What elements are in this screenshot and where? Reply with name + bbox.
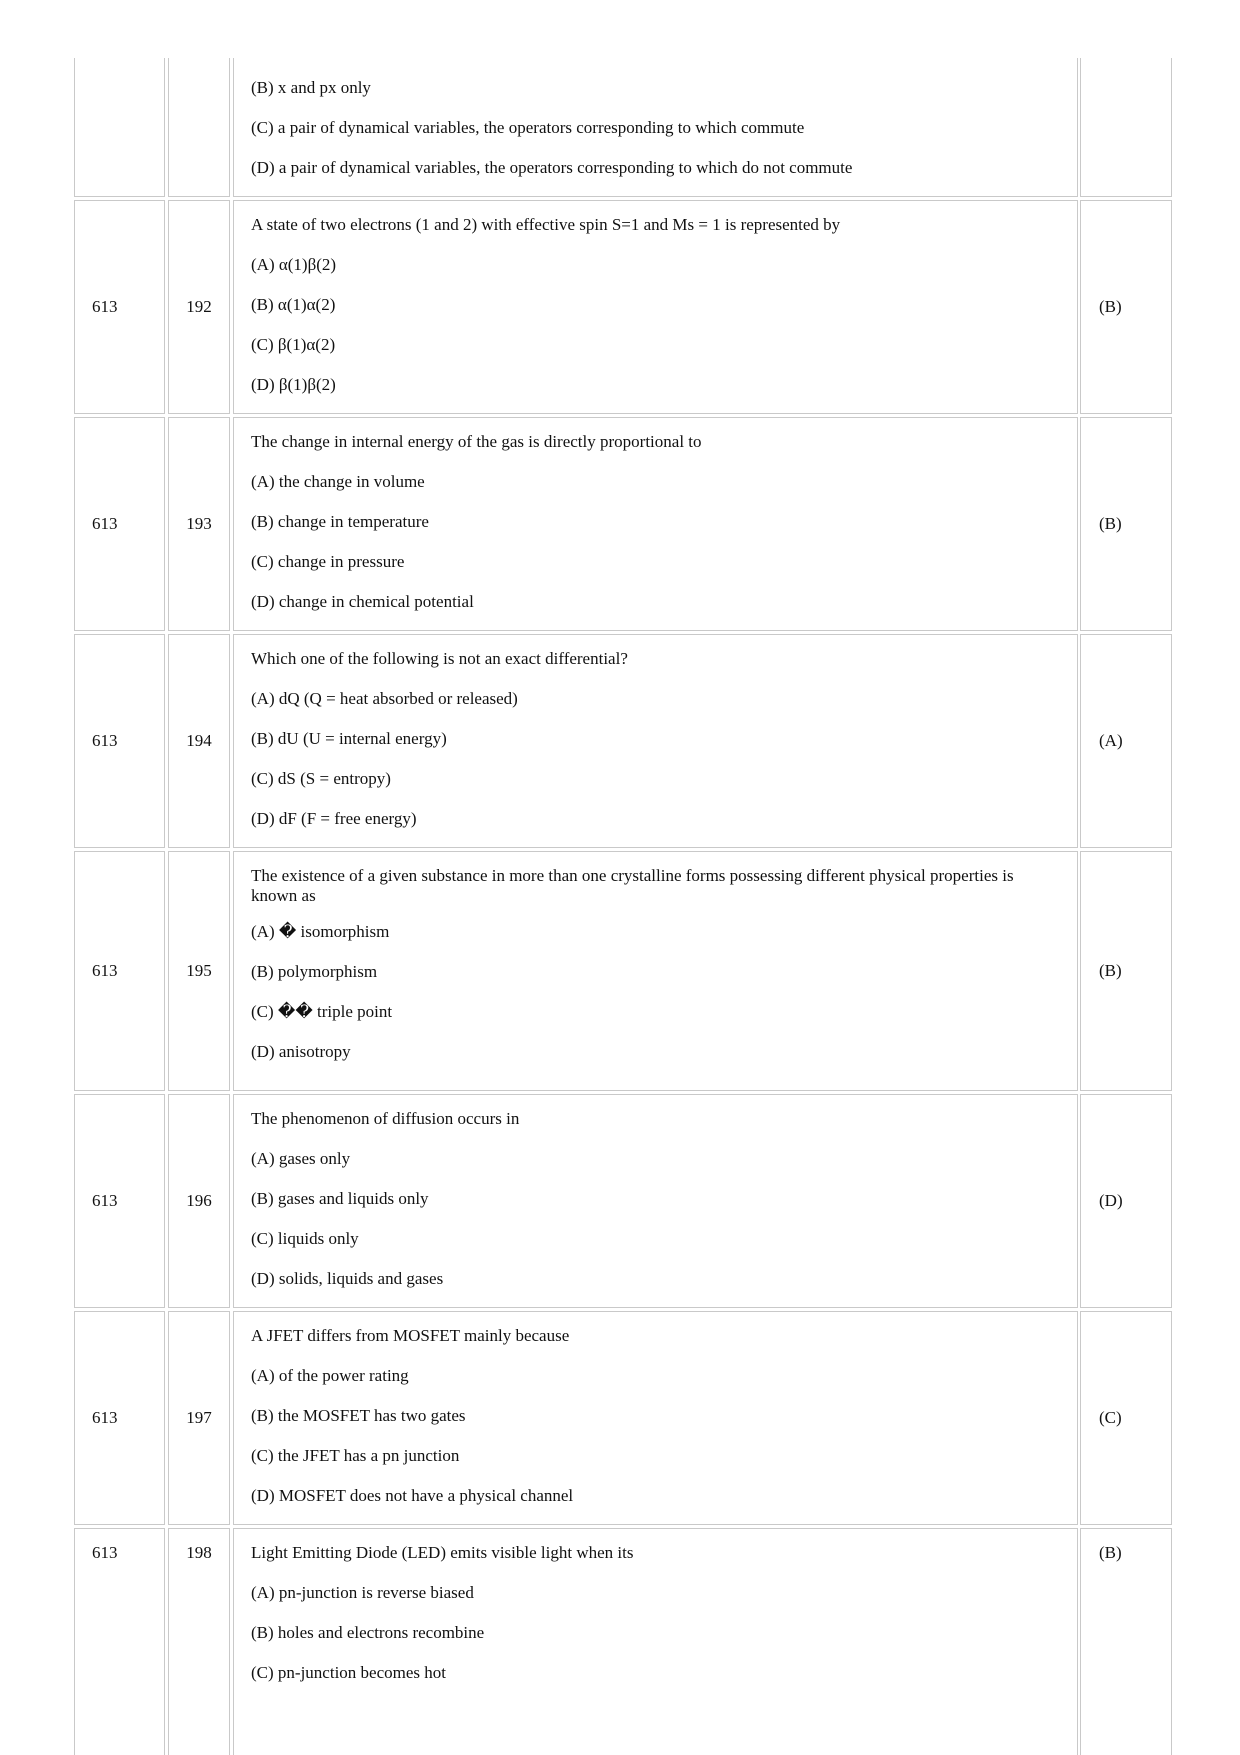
option-a: (A) of the power rating bbox=[251, 1366, 409, 1385]
table-row bbox=[74, 851, 1172, 1091]
option-b: (B) change in temperature bbox=[251, 512, 429, 531]
paper-code: 613 bbox=[92, 1191, 118, 1210]
option-d: (D) a pair of dynamical variables, the operators corresponding to which do not commute bbox=[251, 158, 853, 177]
option-c: (C) dS (S = entropy) bbox=[251, 769, 391, 788]
question-text: Which one of the following is not an exact differential? bbox=[251, 649, 628, 668]
answer: (B) bbox=[1099, 297, 1122, 316]
option-c: (C) a pair of dynamical variables, the operators corresponding to which commute bbox=[251, 118, 805, 137]
paper-code: 613 bbox=[92, 514, 118, 533]
option-a: (A) pn-junction is reverse biased bbox=[251, 1583, 474, 1602]
option-d: (D) solids, liquids and gases bbox=[251, 1269, 444, 1288]
answer: (D) bbox=[1099, 1191, 1123, 1210]
paper-code-cell bbox=[74, 1094, 165, 1308]
question-number: 196 bbox=[186, 1191, 212, 1210]
table-row bbox=[74, 417, 1172, 631]
question-cell bbox=[233, 1528, 1078, 1755]
question-number: 192 bbox=[186, 297, 212, 316]
question-number: 194 bbox=[186, 731, 212, 750]
question-number: 198 bbox=[186, 1543, 212, 1562]
paper-code-cell bbox=[74, 417, 165, 631]
question-number-cell bbox=[168, 1094, 230, 1308]
question-number: 193 bbox=[186, 514, 212, 533]
paper-code: 613 bbox=[92, 731, 118, 750]
option-d: (D) MOSFET does not have a physical channel bbox=[251, 1486, 574, 1505]
question-number: 197 bbox=[186, 1408, 212, 1427]
option-a: (A) gases only bbox=[251, 1149, 351, 1168]
question-number-cell bbox=[168, 1311, 230, 1525]
question-number-cell bbox=[168, 634, 230, 848]
question-number-cell bbox=[168, 417, 230, 631]
option-a: (A) � isomorphism bbox=[251, 922, 390, 941]
option-b: (B) x and px only bbox=[251, 78, 371, 97]
option-b: (B) dU (U = internal energy) bbox=[251, 729, 447, 748]
question-cell bbox=[233, 1094, 1078, 1308]
option-c: (C) change in pressure bbox=[251, 552, 405, 571]
question-cell bbox=[233, 58, 1078, 197]
option-c: (C) pn-junction becomes hot bbox=[251, 1663, 446, 1682]
table-row bbox=[74, 1311, 1172, 1525]
answer: (B) bbox=[1099, 961, 1122, 980]
option-d: (D) anisotropy bbox=[251, 1042, 351, 1061]
answer-cell bbox=[1080, 1528, 1172, 1755]
answer: (C) bbox=[1099, 1408, 1122, 1427]
option-c: (C) liquids only bbox=[251, 1229, 359, 1248]
question-cell bbox=[233, 634, 1078, 848]
paper-code: 613 bbox=[92, 1408, 118, 1427]
paper-code: 613 bbox=[92, 1543, 118, 1562]
table-row bbox=[74, 58, 1172, 197]
answer-cell bbox=[1080, 1094, 1172, 1308]
paper-code: 613 bbox=[92, 297, 118, 316]
option-a: (A) dQ (Q = heat absorbed or released) bbox=[251, 689, 518, 708]
answer: (B) bbox=[1099, 1543, 1122, 1562]
table-row bbox=[74, 200, 1172, 414]
question-number-cell bbox=[168, 200, 230, 414]
question-text: The existence of a given substance in more than one crystalline forms possessing different physical properties is known as bbox=[251, 866, 1014, 905]
option-c: (C) the JFET has a pn junction bbox=[251, 1446, 460, 1465]
question-text: The phenomenon of diffusion occurs in bbox=[251, 1109, 520, 1128]
paper-code-cell bbox=[74, 1528, 165, 1755]
question-text: A state of two electrons (1 and 2) with effective spin S=1 and Ms = 1 is represented by bbox=[251, 215, 841, 234]
option-b: (B) α(1)α(2) bbox=[251, 295, 336, 314]
paper-code-cell bbox=[74, 634, 165, 848]
question-text: A JFET differs from MOSFET mainly because bbox=[251, 1326, 570, 1345]
answer-cell bbox=[1080, 58, 1172, 197]
question-number-cell bbox=[168, 58, 230, 197]
question-cell bbox=[233, 851, 1078, 1091]
option-b: (B) holes and electrons recombine bbox=[251, 1623, 485, 1642]
answer-cell bbox=[1080, 851, 1172, 1091]
paper-code-cell bbox=[74, 200, 165, 414]
option-b: (B) gases and liquids only bbox=[251, 1189, 429, 1208]
option-a: (A) α(1)β(2) bbox=[251, 255, 337, 274]
question-cell bbox=[233, 200, 1078, 414]
option-d: (D) dF (F = free energy) bbox=[251, 809, 417, 828]
option-b: (B) polymorphism bbox=[251, 962, 378, 981]
table-row bbox=[74, 1094, 1172, 1308]
question-text: The change in internal energy of the gas is directly proportional to bbox=[251, 432, 702, 451]
question-text: Light Emitting Diode (LED) emits visible light when its bbox=[251, 1543, 634, 1562]
question-number-cell bbox=[168, 851, 230, 1091]
table-row bbox=[74, 1528, 1172, 1755]
answer-cell bbox=[1080, 200, 1172, 414]
option-d: (D) change in chemical potential bbox=[251, 592, 474, 611]
answer-cell bbox=[1080, 634, 1172, 848]
paper-code-cell bbox=[74, 1311, 165, 1525]
paper-code: 613 bbox=[92, 961, 118, 980]
paper-code-cell bbox=[74, 851, 165, 1091]
paper-code-cell bbox=[74, 58, 165, 197]
option-c: (C) �� triple point bbox=[251, 1002, 393, 1021]
answer: (A) bbox=[1099, 731, 1123, 750]
table-row bbox=[74, 634, 1172, 848]
answer: (B) bbox=[1099, 514, 1122, 533]
question-cell bbox=[233, 417, 1078, 631]
answer-cell bbox=[1080, 417, 1172, 631]
answer-cell bbox=[1080, 1311, 1172, 1525]
question-cell bbox=[233, 1311, 1078, 1525]
question-number: 195 bbox=[186, 961, 212, 980]
option-d: (D) β(1)β(2) bbox=[251, 375, 336, 394]
question-number-cell bbox=[168, 1528, 230, 1755]
option-a: (A) the change in volume bbox=[251, 472, 425, 491]
option-c: (C) β(1)α(2) bbox=[251, 335, 336, 354]
option-b: (B) the MOSFET has two gates bbox=[251, 1406, 466, 1425]
